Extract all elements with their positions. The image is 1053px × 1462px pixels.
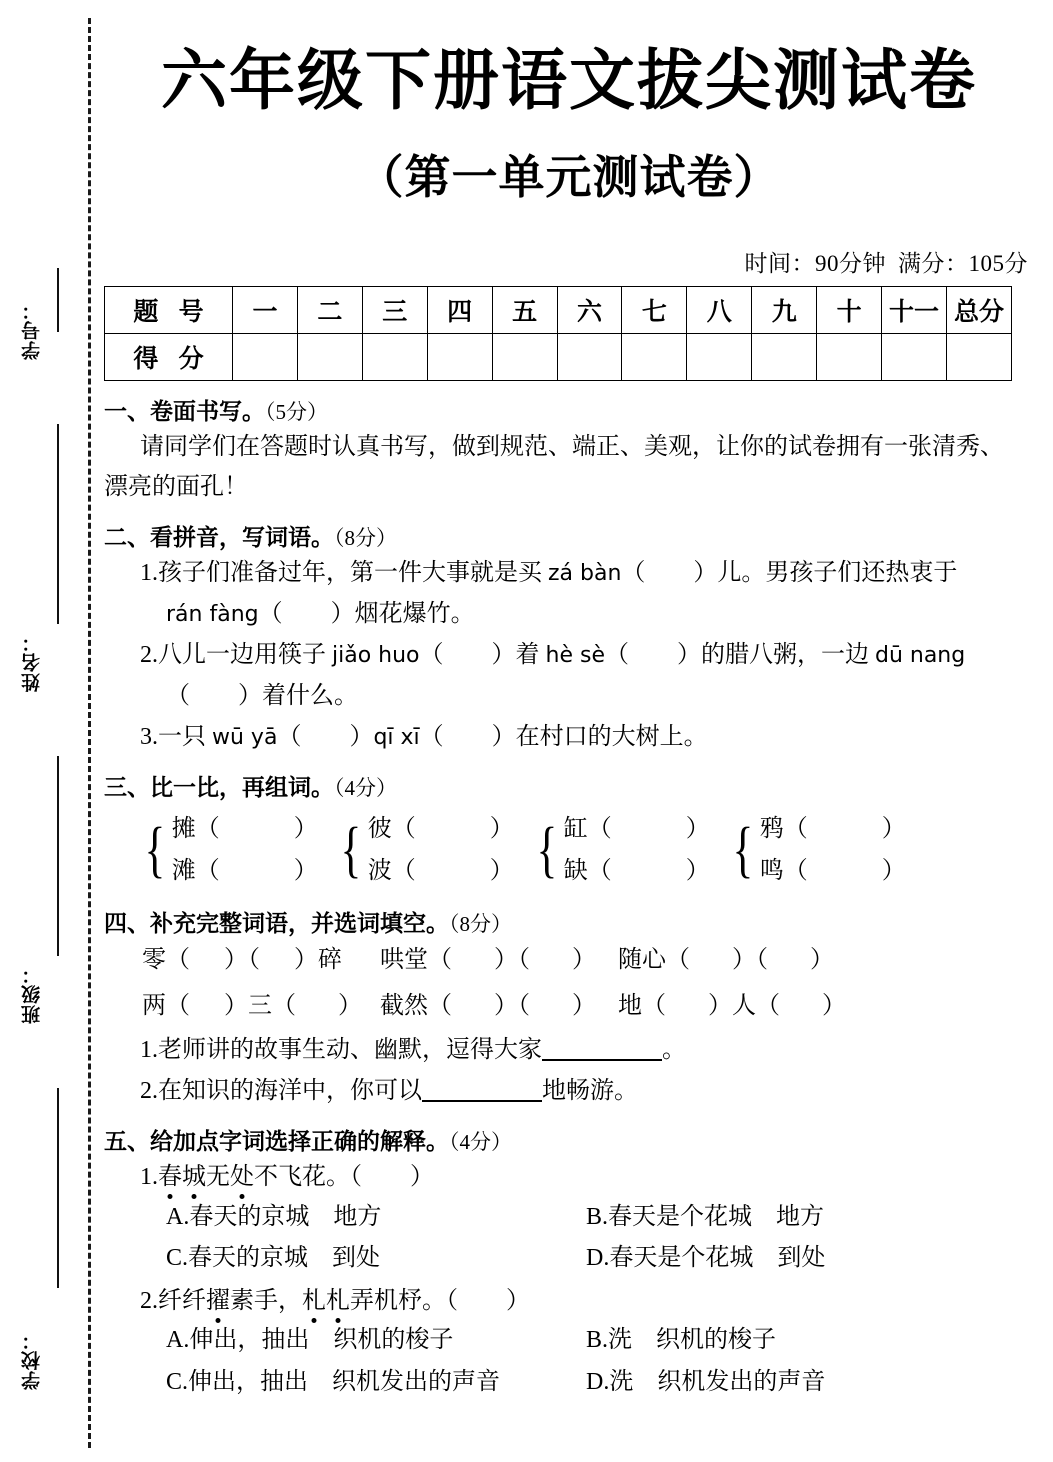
q3-pinyin-1: wū yā: [212, 724, 278, 750]
score-table-row-label-question: 题 号: [105, 286, 233, 333]
section-3-title: 三、比一比，再组词。: [104, 774, 334, 801]
left-margin-strip: [0, 0, 100, 1462]
section-2-title: 二、看拼音，写词语。: [104, 525, 334, 552]
section-heading-1: [104, 393, 1034, 426]
q1-paren-open[interactable]: （: [621, 560, 646, 587]
section-4-title: 四、补充完整词语，并选词填空。: [104, 911, 449, 938]
section-2-question-1-line-1: [104, 554, 1034, 593]
s5-q1-option-a[interactable]: A.春天的京城 地方: [166, 1203, 382, 1230]
section-2-question-2-line-1: 2.八儿一边用筷子 jiǎo huo（ ）着 hè sè（ ）的腊八粥，一边 dū nang: [140, 642, 966, 669]
brace-group-4: { 鸦（ ） 鸣（ ）: [732, 815, 906, 885]
s5-q2-dot-char-2: 札: [302, 1287, 326, 1314]
s5-q2-plain-2: 素手，: [230, 1287, 302, 1314]
brace-group-2: { 彼（ ） 波（ ）: [340, 815, 514, 885]
s5-q1-option-d[interactable]: D.春天是个花城 到处: [586, 1245, 826, 1272]
s5-q2-dot-char-3: 札: [326, 1287, 350, 1314]
score-cell-3[interactable]: [362, 333, 427, 380]
s5-q1-plain-1: 无: [206, 1164, 230, 1191]
score-table-col-4: 四: [427, 286, 492, 333]
section-2-question-2-line-2: （ ）着什么。: [166, 682, 358, 709]
score-cell-total[interactable]: [946, 333, 1011, 380]
s5-q1-paren-close: ）: [410, 1164, 434, 1191]
idiom-2-b: ）（: [494, 947, 530, 974]
idiom-4-a: 两（: [142, 992, 190, 1019]
q2-text-mid: ）着: [491, 642, 546, 669]
compare-char-1-bottom: 滩: [171, 858, 196, 885]
section-1-line-2: 漂亮的面孔！: [104, 474, 248, 501]
score-cell-9[interactable]: [752, 333, 817, 380]
s5-q2-option-d[interactable]: D.洗 织机发出的声音: [586, 1368, 826, 1395]
margin-rule-4: [57, 1088, 59, 1288]
margin-label-student-name: 姓名：: [21, 632, 43, 692]
idiom-4-b: ）三（: [224, 992, 296, 1019]
score-table-col-1: 一: [233, 286, 298, 333]
s5-q1-dot-char-3: 处: [230, 1164, 254, 1191]
margin-rule-3: [57, 756, 59, 956]
section-heading-4: [104, 905, 1034, 938]
q1-text-b: ）儿。男孩子们还热衷于: [693, 560, 958, 587]
s5-q1-option-c[interactable]: C.春天的京城 到处: [166, 1245, 381, 1272]
section-4-points: （8分）: [449, 912, 512, 937]
left-brace-icon: {: [732, 815, 754, 884]
section-5-title: 五、给加点字词选择正确的解释。: [104, 1129, 449, 1156]
s5-q2-plain-1: 纤纤: [158, 1287, 206, 1314]
section-5-question-2-options-row-1: [104, 1320, 1034, 1361]
idiom-5-b: ）（: [494, 992, 530, 1019]
section-4-fill-2: [104, 1072, 1034, 1111]
page-subtitle: （第一单元测试卷）: [357, 151, 781, 203]
score-cell-5[interactable]: [492, 333, 557, 380]
fill-2-blank[interactable]: [422, 1080, 542, 1102]
compare-char-4-bottom: 鸣: [759, 858, 784, 885]
idiom-2-c: ）: [572, 947, 596, 974]
compare-char-3-bottom: 缺: [563, 858, 588, 885]
section-heading-3: [104, 769, 1034, 802]
fill-1-end: 。: [662, 1037, 686, 1064]
margin-rule-2: [57, 424, 59, 624]
compare-word-groups: [104, 808, 1034, 893]
score-table-col-7: 七: [622, 286, 687, 333]
q2-text-b: ）的腊八粥，一边: [676, 642, 875, 669]
idiom-3-a: 随心（: [618, 947, 690, 974]
s5-q1-plain-2: 不飞花。（: [254, 1164, 362, 1191]
q1-pinyin-2: rán fàng: [166, 602, 259, 628]
score-cell-4[interactable]: [427, 333, 492, 380]
fill-1-text: 1.老师讲的故事生动、幽默，逗得大家: [140, 1037, 542, 1064]
exam-sheet: [104, 0, 1034, 1462]
q2-pinyin-3: dū nang: [874, 643, 966, 669]
score-cell-10[interactable]: [817, 333, 882, 380]
compare-char-1-top: 摊: [171, 815, 196, 842]
s5-q1-number: 1.: [140, 1164, 158, 1191]
idiom-5[interactable]: [380, 984, 618, 1030]
exam-fullscore-label: 满分：105分: [898, 250, 1028, 276]
score-table-col-2: 二: [297, 286, 362, 333]
section-4-fill-1: [104, 1031, 1034, 1070]
section-1-points: （5分）: [265, 399, 328, 424]
section-2-question-3: 3.一只 wū yā（ ）qī xī（ ）在村口的大树上。: [140, 723, 708, 750]
idiom-3-c: ）: [810, 947, 834, 974]
page-title: 六年级下册语文拔尖测试卷: [161, 45, 977, 118]
idiom-1-c: ）碎: [294, 947, 342, 974]
margin-label-student-id: 学号：: [21, 300, 43, 360]
section-5-question-2-options-row-2: [104, 1362, 1034, 1403]
idiom-3[interactable]: [618, 938, 856, 984]
idiom-6-a: 地（: [618, 992, 666, 1019]
section-5-question-1-stem: [104, 1158, 1034, 1197]
score-cell-11[interactable]: [882, 333, 947, 380]
section-1-title: 一、卷面书写。: [104, 398, 265, 425]
score-table-col-9: 九: [752, 286, 817, 333]
score-table-col-6: 六: [557, 286, 622, 333]
section-heading-2: [104, 519, 1034, 552]
section-5-question-1-options-row-2: [104, 1238, 1034, 1279]
idiom-6-b: ）人（: [708, 992, 780, 1019]
score-cell-8[interactable]: [687, 333, 752, 380]
idiom-2-a: 哄堂（: [380, 947, 452, 974]
idiom-6[interactable]: [618, 984, 856, 1030]
section-1-line-1: 请同学们在答题时认真书写，做到规范、端正、美观，让你的试卷拥有一张清秀、: [140, 433, 1004, 460]
q3-text-mid: ）: [349, 723, 374, 750]
s5-q2-paren-close: ）: [506, 1287, 530, 1314]
left-brace-icon: {: [144, 815, 166, 884]
score-table-col-8: 八: [687, 286, 752, 333]
score-table-col-5: 五: [492, 286, 557, 333]
compare-char-2-top: 彼: [367, 815, 392, 842]
s5-q2-dot-char-1: 擢: [206, 1287, 230, 1314]
idiom-3-b: ）（: [732, 947, 768, 974]
compare-char-4-top: 鸦: [759, 815, 784, 842]
fill-1-blank[interactable]: [542, 1039, 662, 1061]
idiom-1-a: 零（: [142, 947, 190, 974]
q3-text-tail: ）在村口的大树上。: [491, 723, 708, 750]
table-row-question-numbers: [105, 286, 1012, 333]
fill-2-text: 2.在知识的海洋中，你可以: [140, 1078, 422, 1105]
score-table-col-3: 三: [362, 286, 427, 333]
idiom-4[interactable]: [142, 984, 380, 1030]
q1-text-a: 1.孩子们准备过年，第一件大事就是买: [140, 560, 548, 587]
q2-pinyin-2: hè sè: [545, 643, 605, 669]
q2-text-tail: ）着什么。: [238, 682, 358, 709]
brace-group-1: { 摊（ ） 滩（ ）: [144, 815, 318, 885]
idiom-1-b: ）（: [224, 947, 260, 974]
score-cell-1[interactable]: [233, 333, 298, 380]
margin-label-class: 班级：: [21, 964, 43, 1024]
left-brace-icon: {: [536, 815, 558, 884]
q3-text-a: 3.一只: [140, 723, 212, 750]
idiom-row-1: [104, 938, 1034, 984]
section-2-question-1-line-2: rán fàng（ ）烟花爆竹。: [166, 601, 475, 628]
score-table-col-10: 十: [817, 286, 882, 333]
score-cell-6[interactable]: [557, 333, 622, 380]
idiom-6-c: ）: [822, 992, 846, 1019]
s5-q1-option-b[interactable]: B.春天是个花城 地方: [586, 1203, 825, 1230]
idiom-5-c: ）: [572, 992, 596, 1019]
score-table-col-total: 总分: [946, 286, 1011, 333]
exam-time-label: 时间：90分钟: [744, 250, 886, 276]
compare-char-3-top: 缸: [563, 815, 588, 842]
q2-pinyin-1: jiǎo huo: [332, 643, 420, 669]
score-table: [104, 286, 1012, 381]
s5-q2-option-a[interactable]: A.伸出，抽出 织机的梭子: [166, 1327, 454, 1354]
tear-off-dashed-line: [88, 18, 91, 1448]
idiom-4-c: ）: [338, 992, 362, 1019]
margin-label-school: 学校：: [21, 1330, 43, 1390]
q3-pinyin-2: qī xī: [373, 724, 420, 750]
s5-q2-option-b[interactable]: B.洗 织机的梭子: [586, 1327, 777, 1354]
s5-q1-dot-char-2: 城: [182, 1164, 206, 1191]
section-5-points: （4分）: [449, 1130, 512, 1155]
score-table-row-label-score: 得 分: [105, 333, 233, 380]
section-heading-5: [104, 1123, 1034, 1156]
q1-pinyin-1: zá bàn: [548, 561, 622, 587]
idiom-2[interactable]: [380, 938, 618, 984]
section-2-points: （8分）: [334, 526, 397, 551]
q2-text-a: 2.八儿一边用筷子: [140, 642, 332, 669]
s5-q2-number: 2.: [140, 1287, 158, 1314]
score-table-col-11: 十一: [882, 286, 947, 333]
brace-group-3: { 缸（ ） 缺（ ）: [536, 815, 710, 885]
fill-2-end: 地畅游。: [542, 1078, 638, 1105]
section-5-question-1-options-row-1: [104, 1197, 1034, 1238]
idiom-1[interactable]: [142, 938, 380, 984]
score-cell-7[interactable]: [622, 333, 687, 380]
section-3-points: （4分）: [334, 775, 397, 800]
compare-char-2-bottom: 波: [367, 858, 392, 885]
s5-q2-plain-3: 弄机杼。（: [350, 1287, 458, 1314]
exam-meta: [104, 207, 1034, 278]
left-brace-icon: {: [340, 815, 362, 884]
table-row-scores: [105, 333, 1012, 380]
s5-q1-dot-char-1: 春: [158, 1164, 182, 1191]
q1-text-c: ）烟花爆竹。: [330, 601, 475, 628]
s5-q2-option-c[interactable]: C.伸出，抽出 织机发出的声音: [166, 1368, 501, 1395]
section-5-question-2-stem: [104, 1282, 1034, 1321]
idiom-row-2: [104, 984, 1034, 1030]
score-cell-2[interactable]: [297, 333, 362, 380]
idiom-5-a: 截然（: [380, 992, 452, 1019]
